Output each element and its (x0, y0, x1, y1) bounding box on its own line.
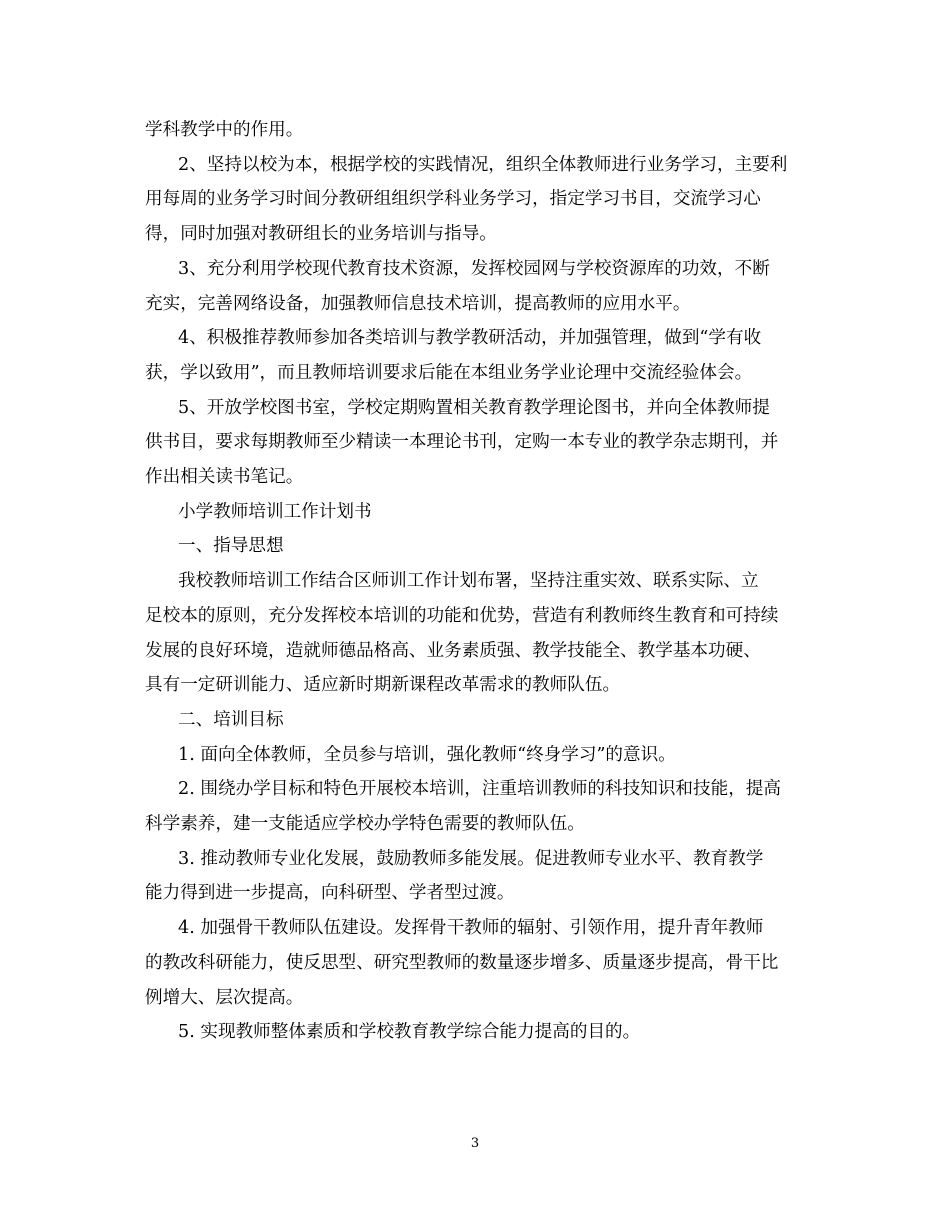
text-line: 1. 面向全体教师，全员参与培训，强化教师“终身学习”的意识。 (178, 744, 676, 765)
text-line: 供书目，要求每期教师至少精读一本理论书刊，定购一本专业的教学杂志期刊，并 (145, 432, 779, 453)
text-line: 发展的良好环境，造就师德品格高、业务素质强、教学技能全、教学基本功硬、 (145, 640, 761, 661)
text-line: 足校本的原则，充分发挥校本培训的功能和优势，营造有利教师终生教育和可持续 (145, 605, 779, 626)
text-line: 二、培训目标 (178, 709, 284, 730)
paragraph (145, 321, 805, 390)
text-line: 科学素养，建一支能适应学校办学特色需要的教师队伍。 (145, 814, 585, 835)
paragraph (145, 113, 805, 148)
text-line: 小学教师培训工作计划书 (178, 501, 372, 522)
paragraph (145, 529, 805, 564)
page-number: 3 (470, 1136, 480, 1151)
text-line: 3. 推动教师专业化发展，鼓励教师多能发展。促进教师专业水平、教育教学 (178, 848, 764, 869)
text-line: 具有一定研训能力、适应新时期新课程改革需求的教师队伍。 (145, 675, 621, 696)
text-line: 充实，完善网络设备，加强教师信息技术培训，提高教师的应用水平。 (145, 293, 691, 314)
paragraph (145, 495, 805, 530)
text-line: 用每周的业务学习时间分教研组组织学科业务学习，指定学习书目，交流学习心 (145, 189, 761, 210)
text-line: 2、坚持以校为本，根据学校的实践情况，组织全体教师进行业务学习，主要利 (178, 154, 788, 175)
paragraph (145, 703, 805, 738)
paragraph (145, 391, 805, 495)
text-line: 一、指导思想 (178, 536, 284, 557)
paragraph (145, 738, 805, 773)
text-line: 5、开放学校图书室，学校定期购置相关教育教学理论图书，并向全体教师提 (178, 397, 770, 418)
paragraph (145, 148, 805, 252)
text-line: 作出相关读书笔记。 (145, 467, 304, 488)
paragraph (145, 772, 805, 841)
paragraph (145, 911, 805, 1015)
text-line: 获，学以致用”，而且教师培训要求后能在本组业务学业论理中交流经验体会。 (145, 362, 753, 383)
text-line: 2. 围绕办学目标和特色开展校本培训，注重培训教师的科技知识和技能，提高 (178, 779, 781, 800)
paragraph (145, 842, 805, 911)
text-line: 例增大、层次提高。 (145, 987, 304, 1008)
text-line: 得，同时加强对教研组长的业务培训与指导。 (145, 224, 497, 245)
paragraph (145, 564, 805, 703)
text-line: 我校教师培训工作结合区师训工作计划布署，坚持注重实效、联系实际、立 (178, 571, 759, 592)
paragraph (145, 1015, 805, 1050)
document-body (145, 113, 805, 1050)
text-line: 4、积极推荐教师参加各类培训与教学教研活动，并加强管理，做到“学有收 (178, 328, 762, 349)
text-line: 4. 加强骨干教师队伍建设。发挥骨干教师的辐射、引领作用，提升青年教师 (178, 918, 764, 939)
text-line: 的教改科研能力，使反思型、研究型教师的数量逐步增多、质量逐步提高，骨干比 (145, 952, 779, 973)
text-line: 5. 实现教师整体素质和学校教育教学综合能力提高的目的。 (178, 1022, 641, 1043)
text-line: 能力得到进一步提高，向科研型、学者型过渡。 (145, 883, 515, 904)
paragraph (145, 252, 805, 321)
text-line: 3、充分利用学校现代教育技术资源，发挥校园网与学校资源库的功效，不断 (178, 258, 770, 279)
text-line: 学科教学中的作用。 (145, 120, 304, 140)
